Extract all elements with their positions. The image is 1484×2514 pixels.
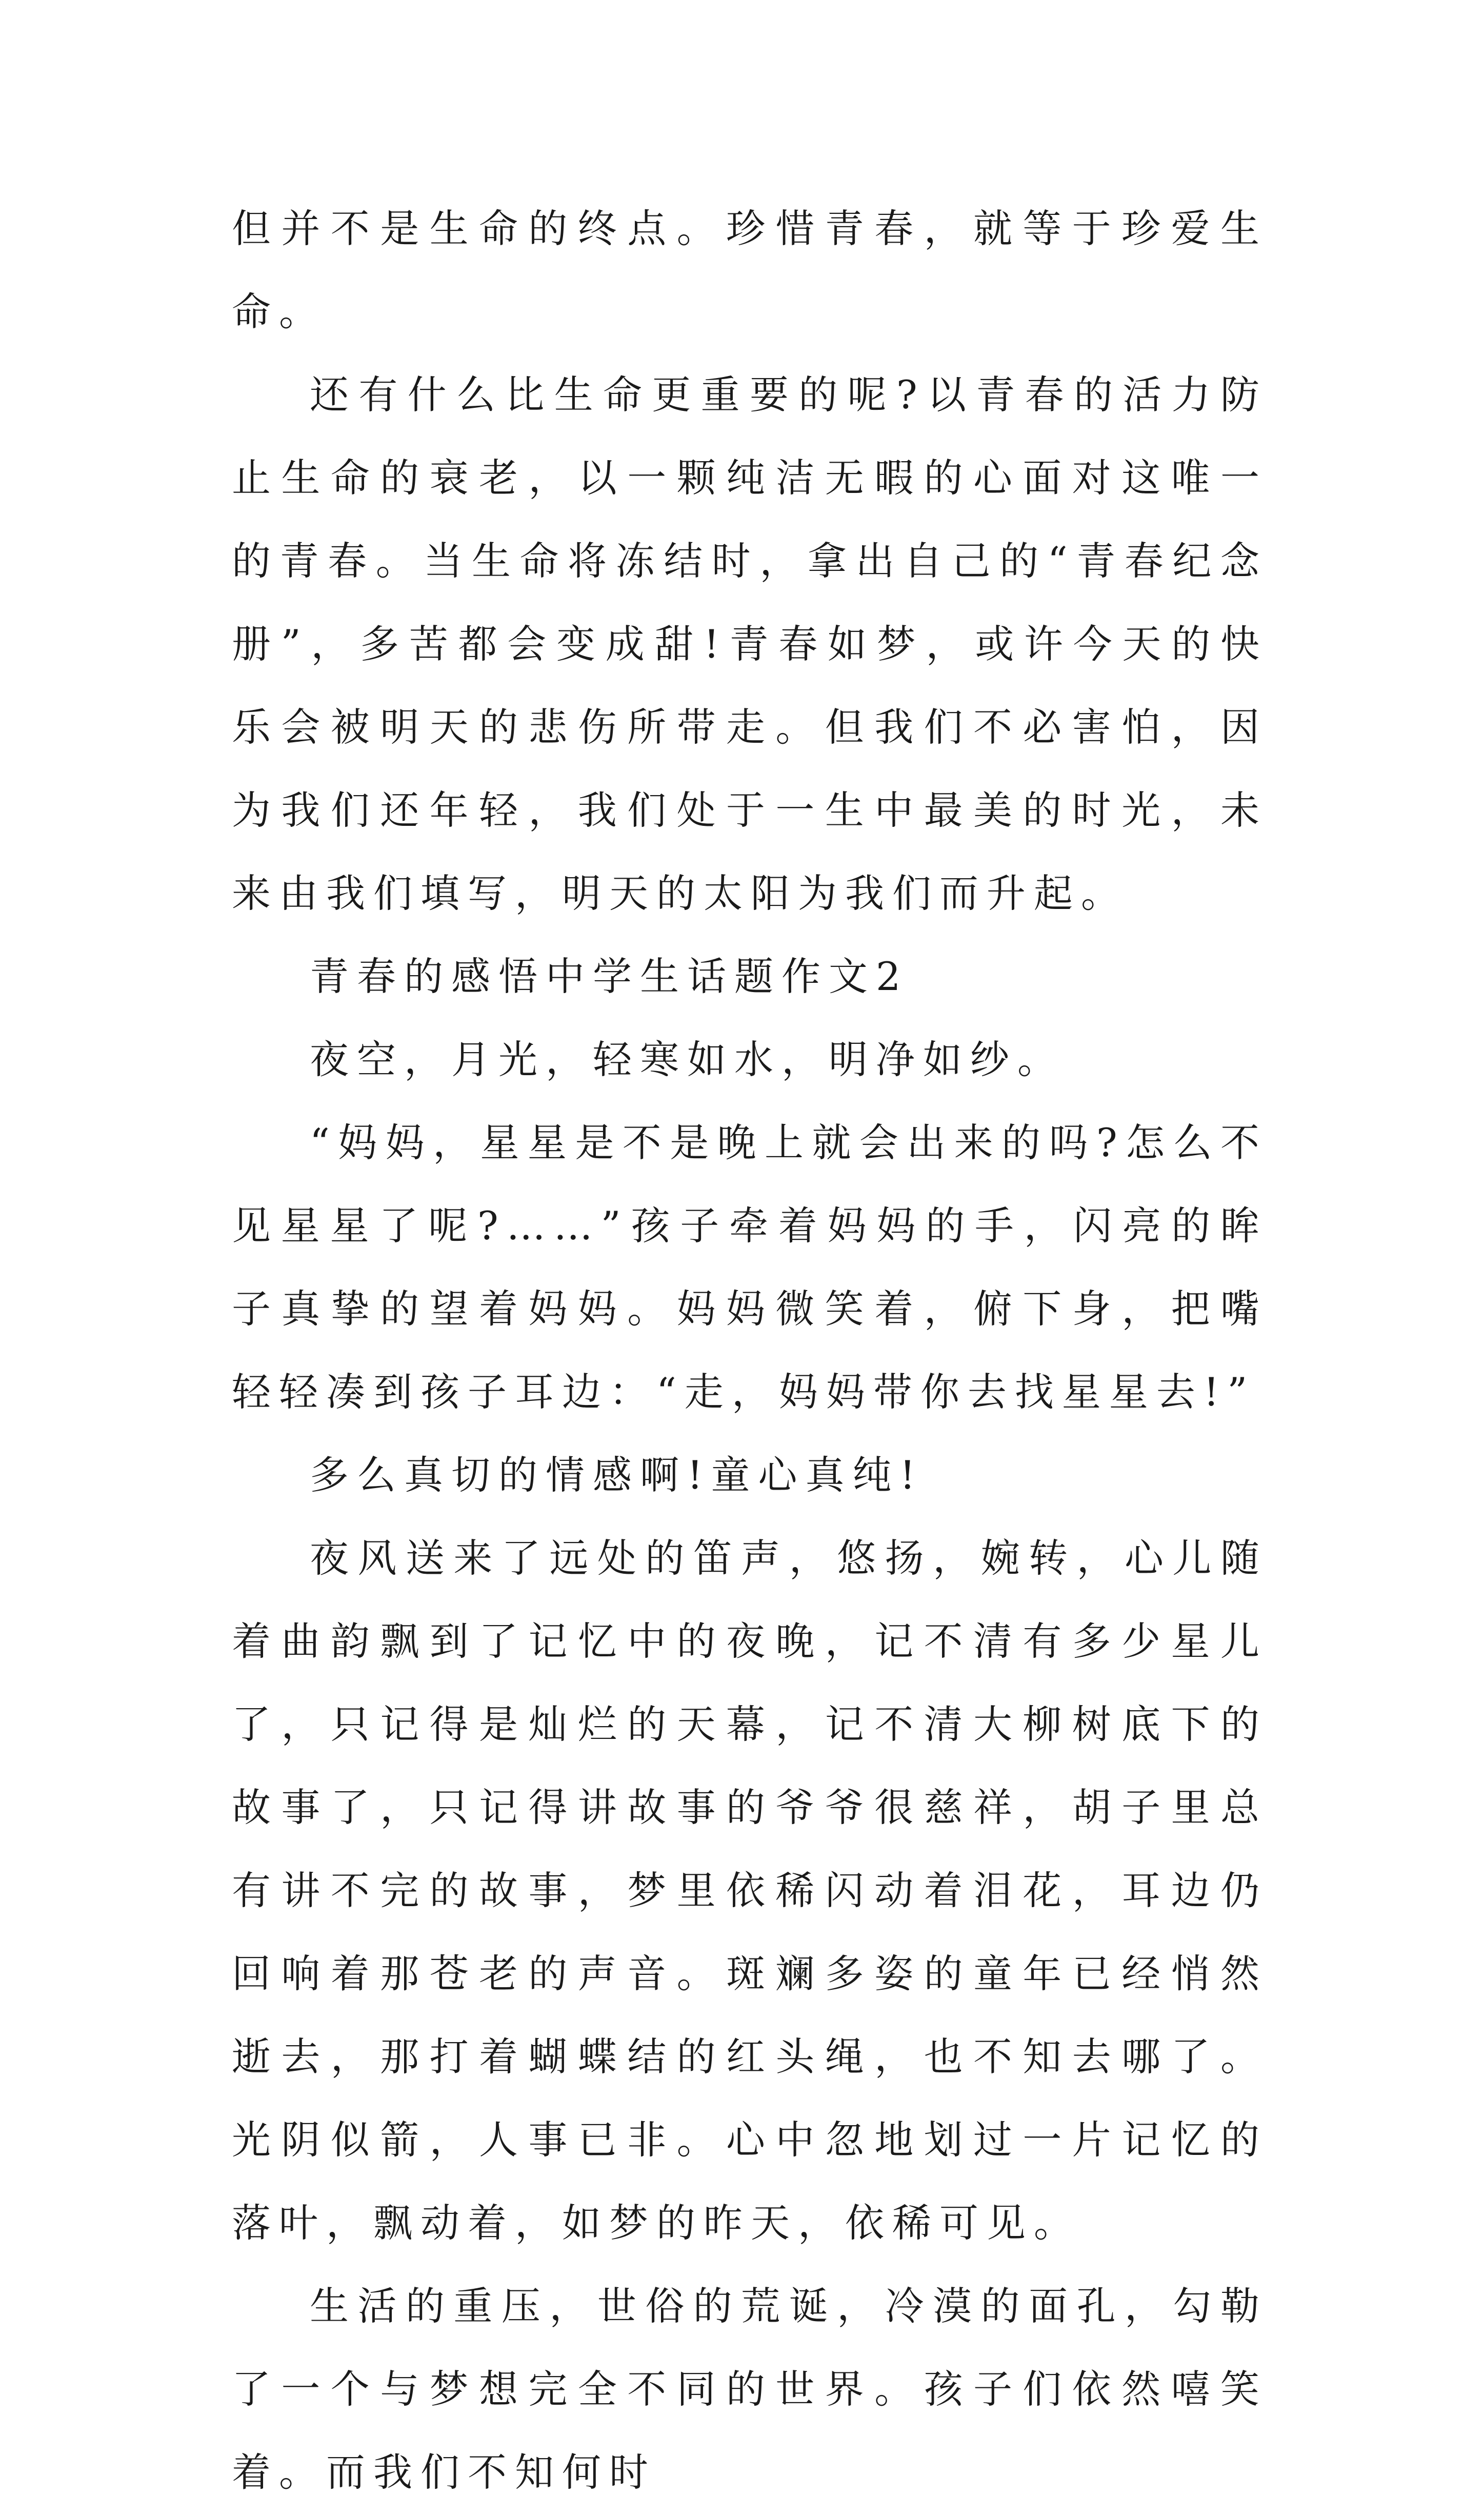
paragraph: 夜风送来了远处的笛声，悠扬，婉转，心儿随着曲韵飘到了记忆中的夜晚，记不清有多少星儿了，只记得是灿烂的天幕，记不清大柳树底下的故事了，只记得讲故事的爷爷很慈祥，胡子里总有讲不完的故事，梦里依稀闪动着泪花，耳边仍回响着那苍老的声音。斑斓多姿的童年已经悄然逝去，那打着蝴蝶结的红头绳，也不知去哪了。光阴似箭，人事已非。心中忽地划过一片记忆的落叶，飘动着，如梦的昨天，依稀可见。 <box>232 1535 1268 2246</box>
essay-title: 青春的感悟中学生话题作文2 <box>310 954 909 999</box>
paragraph: 还有什么比生命更重要的呢?以青春的活力防止生命的衰老，以一颗纯洁无暇的心面对这唯一的青春。当生命将冻结时，拿出自己的“青春纪念册”，多苦都会变成甜!青春如梦，或许今天的快乐会被明天的悲伤所带走。但我们不必害怕，因为我们还年轻，我们处于一生中最美的时光，未来由我们填写，明天的太阳为我们而升起。 <box>232 372 1268 916</box>
paragraph: 夜空，月光，轻寒如水，明净如纱。 <box>310 1037 1065 1082</box>
body-text <box>232 187 1268 2514</box>
paragraph: 多么真切的情感啊!童心真纯! <box>310 1452 924 1498</box>
paragraph: 生活的重压，世俗的荒诞，冷漠的面孔，勾勒了一个与梦想完全不同的世界。孩子们依然嘻笑着。而我们不知何时 <box>232 2283 1268 2495</box>
paragraph: “妈妈，星星是不是晚上就会出来的吗?怎么不见星星了呢?……”孩子牵着妈妈的手，闪亮的眸子真挚的望着妈妈。妈妈微笑着，俯下身，把嘴轻轻凑到孩子耳边：“走，妈妈带你去找星星去!” <box>232 1120 1268 1415</box>
paragraph-continuation: 但并不是生命的终点。珍惜青春，就等于珍爱生命。 <box>232 206 1268 334</box>
